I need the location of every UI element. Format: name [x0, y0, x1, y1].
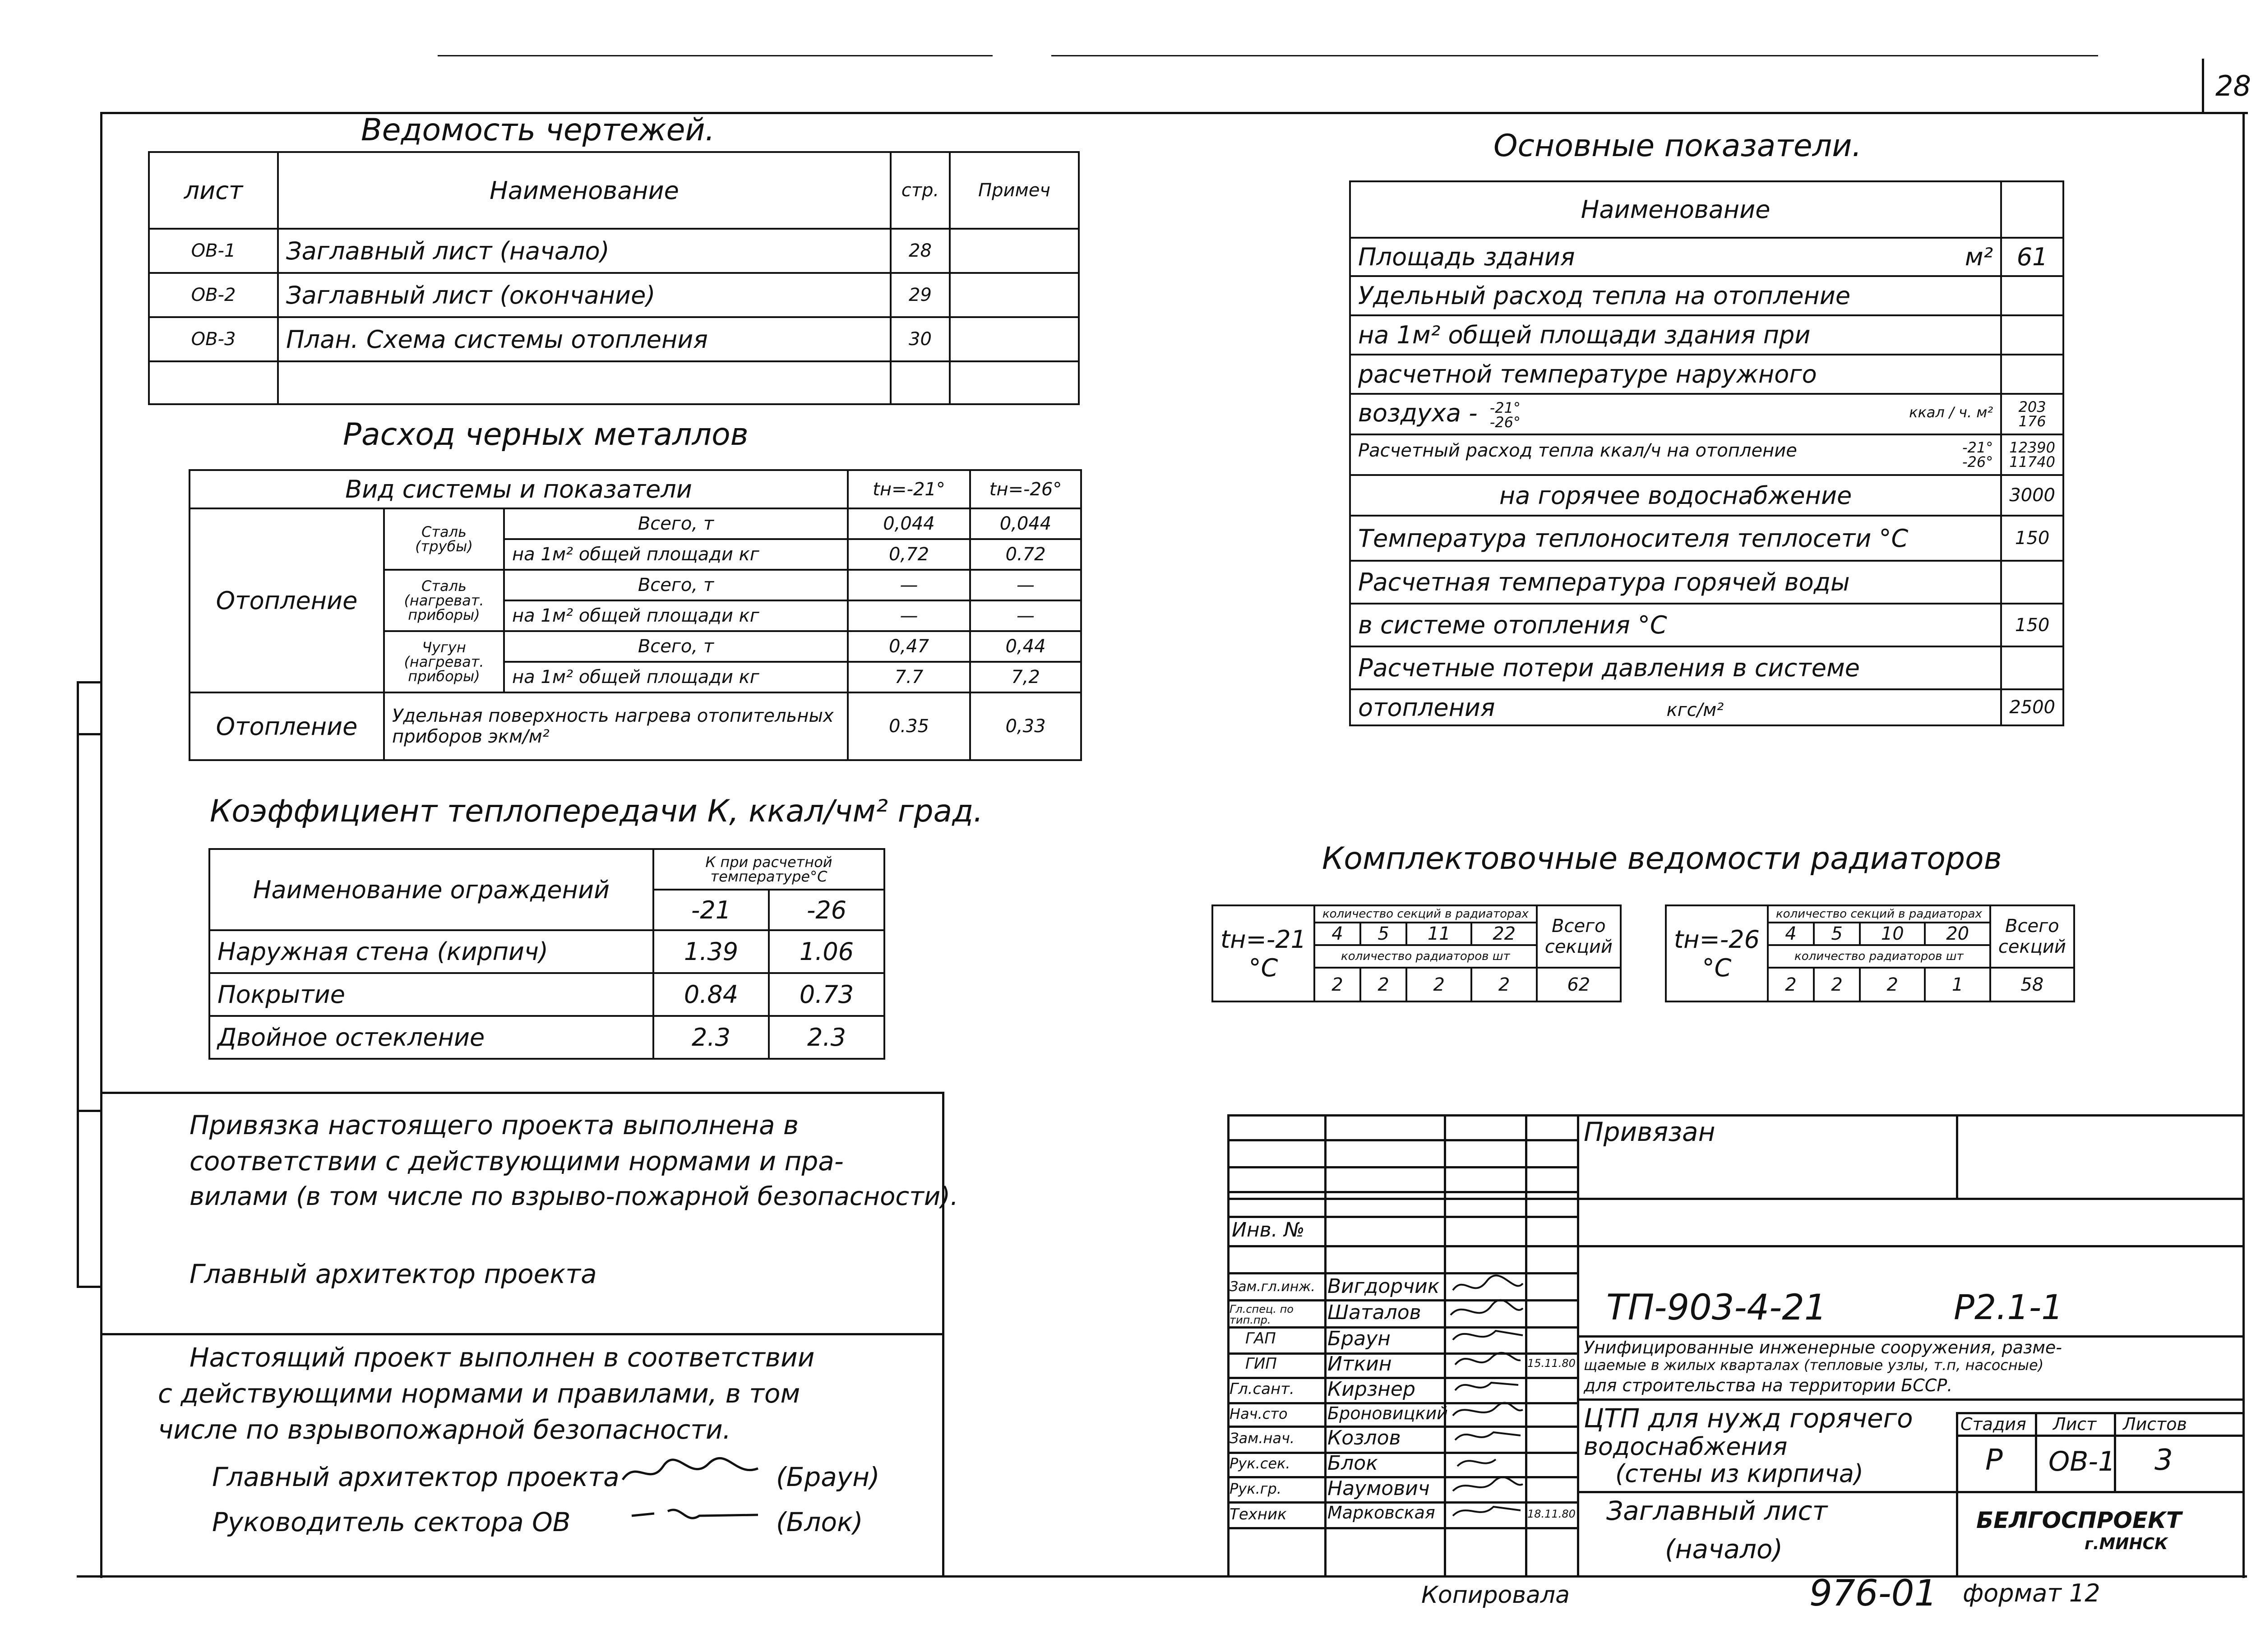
indicators-table: Наименование Площадь здания м² 61 Удельный расход тепла на отопление на 1м² общей площади здания при расчетной температуре наружного воздуха - -21° -26° ккал / ч. м² 203 176 Расчетный расход тепла ккал/ч на отопление -21° -26° 12390 11740 на горячее водоснабжение 3000 Температура теплоносителя теплосети °С 150 Расчетная температура горячей воды в системе отопления °С 150 Расчетные потери давления в системе отопления кгс/м² 2500 — [1349, 180, 2064, 726]
drawing-number: 976-01 — [1809, 1572, 1937, 1614]
coef-header-name: Наименование ограждений — [209, 849, 653, 930]
table-row: ОВ-1 Заглавный лист (начало) 28 — [149, 229, 1079, 273]
staff-role: ГИП — [1245, 1355, 1277, 1373]
head-signature — [627, 1502, 763, 1529]
stamp-col — [1324, 1114, 1327, 1577]
staff-name: Шаталов — [1327, 1301, 1421, 1324]
drawings-list-table — [148, 151, 1080, 405]
note1-architect: Главный архитектор проекта — [190, 1259, 597, 1289]
staff-date: 18.11.80 — [1527, 1508, 1576, 1520]
drawings-list-title: Ведомость чертежей. — [361, 112, 715, 148]
sheets-value: 3 — [2154, 1444, 2173, 1477]
sheets-label: Листов — [2123, 1414, 2187, 1434]
metals-group: Отопление — [190, 508, 384, 692]
page-number-divider — [2202, 59, 2204, 113]
frame-right — [2242, 112, 2245, 1578]
metals-table: Вид системы и показатели tн=-21° tн=-26° Отопление Сталь (трубы) Всего, т 0,044 0,044 на 1м² общей площади кг 0,72 0.72 Сталь (нагреват. приборы) Всего, т — — на 1м² общей площади кг — — Чугун (нагреват. приборы) Всего, т 0,47 0,44 на 1м² общей площади кг 7.7 7,2 Отопление Удельная поверхность нагрева отопительных приборов экм/м² 0.35 0,33 — [189, 469, 1082, 761]
staff-name: Иткин — [1327, 1352, 1392, 1375]
note2-line: с действующими нормами и правилами, в том — [158, 1378, 800, 1409]
surface-label: Удельная поверхность нагрева отопительных приборов экм/м² — [384, 692, 848, 760]
sheet-title: Заглавный лист — [1606, 1495, 1828, 1526]
inv-label: Инв. № — [1232, 1218, 1305, 1241]
radiators-left-table: tн=-21 °С количество секций в радиаторах Всего секций 4 5 11 22 количество радиаторов шт 2 2 2 2 62 — [1211, 904, 1622, 1002]
staff-role: Рук.сек. — [1230, 1455, 1290, 1472]
stamp-col — [1577, 1114, 1579, 1577]
description-line: щаемые в жилых кварталах (тепловые узлы, т.п, насосные) — [1584, 1357, 2044, 1374]
staff-name: Козлов — [1327, 1426, 1401, 1449]
note1-top — [100, 1092, 944, 1094]
staff-role: Рук.гр. — [1230, 1480, 1282, 1497]
header-sheet: лист — [149, 152, 278, 229]
table-row: ОВ-3 План. Схема системы отопления 30 — [149, 317, 1079, 361]
staff-line — [1227, 1527, 1577, 1529]
copied-label: Копировала — [1421, 1582, 1570, 1609]
radiators-right-table: tн=-26 °С количество секций в радиаторах Всего секций 4 5 10 20 количество радиаторов шт 2 2 2 1 58 — [1665, 904, 2075, 1002]
radiators-title: Комплектовочные ведомости радиаторов — [1322, 841, 2002, 877]
indicators-header: Наименование — [1350, 181, 2001, 238]
coefficient-table: Наименование ограждений К при расчетной температуре°С -21 -26 Наружная стена (кирпич) 1.39 1.06 Покрытие 0.84 0.73 Двойное остекление 2.3 2.3 — [208, 848, 885, 1060]
staff-role: Нач.сто — [1230, 1405, 1288, 1422]
note2-head-name: (Блок) — [776, 1507, 863, 1537]
staff-name: Вигдорчик — [1327, 1275, 1440, 1298]
frame-left — [100, 112, 102, 1578]
note2-line: Настоящий проект выполнен в соответствии — [190, 1342, 815, 1373]
staff-role: Гл.спец. по тип.пр. — [1230, 1303, 1294, 1326]
stamp-line — [1577, 1491, 2245, 1493]
table-row: ОВ-2 Заглавный лист (окончание) 29 — [149, 273, 1079, 317]
staff-role: Зам.гл.инж. — [1230, 1279, 1315, 1295]
bound-label: Привязан — [1584, 1117, 1715, 1147]
sheet-label: Лист — [2053, 1414, 2097, 1434]
format-label: формат 12 — [1963, 1579, 2100, 1607]
table-row: Двойное остекление 2.3 2.3 — [209, 1016, 884, 1059]
header-page: стр. — [891, 152, 950, 229]
staff-name: Броновицкий — [1327, 1403, 1448, 1423]
binding-strip — [77, 681, 79, 1286]
staff-name: Наумович — [1327, 1477, 1430, 1500]
binding-tick — [77, 681, 100, 683]
object-line: водоснабжения — [1584, 1432, 1788, 1461]
note1-line: Привязка настоящего проекта выполнена в — [190, 1110, 799, 1140]
note2-architect-label: Главный архитектор проекта — [212, 1462, 619, 1492]
page-number: 28 — [2215, 69, 2251, 102]
stamp-col — [1956, 1412, 1958, 1577]
header-name: Наименование — [278, 152, 891, 229]
metals-header-label: Вид системы и показатели — [190, 470, 848, 508]
table-row: Наружная стена (кирпич) 1.39 1.06 — [209, 930, 884, 973]
table-row: Покрытие 0.84 0.73 — [209, 973, 884, 1016]
note2-top — [100, 1333, 944, 1335]
stamp-line — [1227, 1139, 1577, 1141]
doc-section: Р2.1-1 — [1954, 1287, 2063, 1327]
staff-name: Браун — [1327, 1327, 1391, 1350]
org-city: г.МИНСК — [2085, 1535, 2168, 1553]
stamp-line — [1227, 1216, 1577, 1218]
staff-name: Марковская — [1327, 1503, 1435, 1523]
metals-title: Расход черных металлов — [343, 417, 749, 452]
binding-tick — [77, 1110, 100, 1112]
indicators-title: Основные показатели. — [1493, 128, 1862, 164]
top-mark-line — [438, 55, 993, 56]
coefficient-title: Коэффициент теплопередачи К, ккал/чм² град. — [210, 794, 983, 829]
stamp-line — [1956, 1435, 2245, 1437]
stage-label: Стадия — [1960, 1414, 2026, 1434]
note1-line: соответствии с действующими нормами и пра- — [190, 1146, 844, 1177]
sheet-value: ОВ-1 — [2048, 1446, 2116, 1477]
note2-architect-name: (Браун) — [776, 1462, 880, 1492]
header-note: Примеч — [950, 152, 1079, 229]
stamp-line — [1227, 1245, 2245, 1247]
staff-name: Кирзнер — [1327, 1378, 1415, 1401]
note2-line: числе по взрывопожарной безопасности. — [158, 1414, 731, 1445]
staff-role: Гл.сант. — [1230, 1380, 1294, 1398]
surface-group: Отопление — [190, 692, 384, 760]
description-line: для строительства на территории БССР. — [1584, 1375, 1953, 1395]
doc-code: ТП-903-4-21 — [1606, 1287, 1827, 1328]
binding-tick — [77, 1286, 100, 1288]
note1-line: вилами (в том числе по взрыво-пожарной безопасности). — [190, 1182, 958, 1211]
architect-signature — [618, 1455, 763, 1491]
staff-role: Техник — [1230, 1505, 1287, 1523]
org-name: БЕЛГОСПРОЕКТ — [1976, 1507, 2182, 1533]
stamp-line — [1227, 1166, 1577, 1168]
staff-role: Зам.нач. — [1230, 1430, 1295, 1447]
stage-value: Р — [1985, 1444, 2003, 1477]
coef-header-k: К при расчетной температуре°С — [653, 849, 884, 890]
object-line: ЦТП для нужд горячего — [1584, 1403, 1913, 1434]
stamp-col — [1956, 1114, 1958, 1198]
note2-head-label: Руководитель сектора ОВ — [212, 1507, 571, 1537]
binding-tick — [77, 733, 100, 735]
sheet-title: (начало) — [1665, 1534, 1783, 1564]
object-line: (стены из кирпича) — [1615, 1459, 1863, 1488]
staff-role: ГАП — [1245, 1329, 1276, 1347]
staff-name: Блок — [1327, 1452, 1378, 1475]
staff-signatures — [1446, 1272, 1527, 1525]
stamp-col — [2035, 1412, 2037, 1491]
stamp-line — [1227, 1191, 1577, 1193]
top-mark-line-2 — [1051, 55, 2098, 56]
stamp-top — [1227, 1114, 2245, 1117]
stamp-line — [1577, 1398, 2245, 1401]
stamp-line — [1227, 1198, 2245, 1200]
staff-date: 15.11.80 — [1527, 1357, 1576, 1370]
description-line: Унифицированные инженерные сооружения, разме- — [1584, 1338, 2062, 1357]
